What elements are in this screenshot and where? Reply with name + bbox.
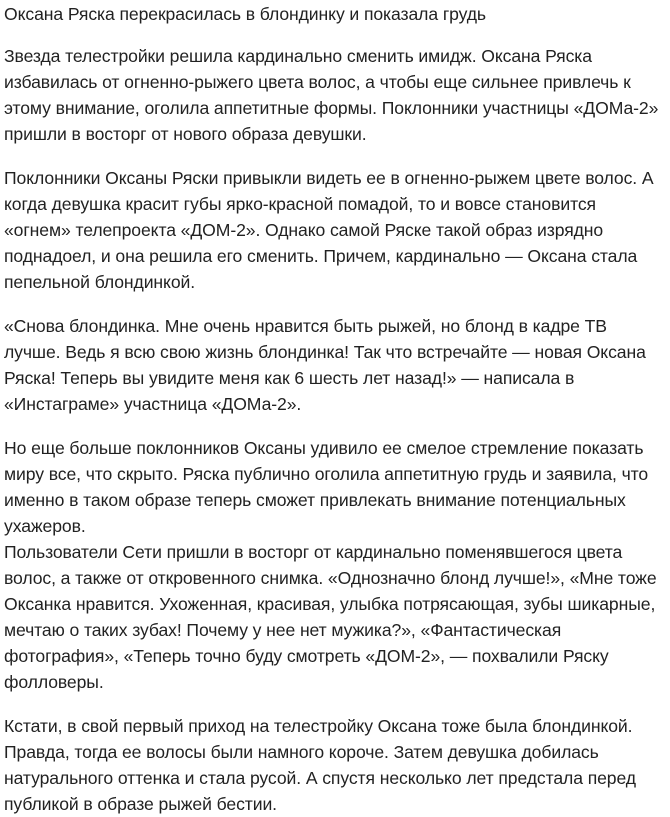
article-title: Оксана Ряска перекрасилась в блондинку и показала грудь bbox=[4, 4, 486, 24]
article-paragraph-3: «Снова блондинка. Мне очень нравится быть рыжей, но блонд в кадре ТВ лучше. Ведь я всю свою жизнь блондинка! Так что встречайте — новая Оксана Ряска! Теперь вы увидите меня как 6 шесть лет назад!» — написала в «Инстаграме» участница «ДОМа-2». bbox=[4, 316, 646, 414]
article-paragraph-4: Но еще больше поклонников Оксаны удивило ее смелое стремление показать миру все, что скрыто. Ряска публично оголила аппетитную грудь и заявила, что именно в таком образе теперь сможет привлекать внимание потенциальных ухажеров. bbox=[4, 438, 649, 536]
article-paragraph-5: Пользователи Сети пришли в восторг от кардинально поменявшегося цвета волос, а также от откровенного снимка. «Однозначно блонд лучше!», «Мне тоже Оксанка нравится. Ухоженная, красивая, улыбка потрясающая, зубы шикарные, мечтаю о таких зубах! Почему у нее нет мужика?», «Фантастическая фотография», «Теперь точно буду смотреть «ДОМ-2», — похвалили Ряску фолловеры. bbox=[4, 542, 657, 692]
article-paragraph-2: Поклонники Оксаны Ряски привыкли видеть ее в огненно-рыжем цвете волос. А когда девушка красит губы ярко-красной помадой, то и вовсе становится «огнем» телепроекта «ДОМ-2». Однако самой Ряске такой образ изрядно поднадоел, и она решила его сменить. Причем, кардинально — Оксана стала пепельной блондинкой. bbox=[4, 168, 654, 292]
article-paragraph-6: Кстати, в свой первый приход на телестройку Оксана тоже была блондинкой. Правда, тогда ее волосы были намного короче. Затем девушка добилась натурального оттенка и стала русой. А спустя несколько лет предстала перед публикой в образе рыжей бестии. bbox=[4, 716, 636, 814]
article-paragraph-1: Звезда телестройки решила кардинально сменить имидж. Оксана Ряска избавилась от огненно-рыжего цвета волос, а чтобы еще сильнее привлечь к этому внимание, оголила аппетитные формы. Поклонники участницы «ДОМа-2» пришли в восторг от нового образа девушки. bbox=[4, 46, 659, 144]
